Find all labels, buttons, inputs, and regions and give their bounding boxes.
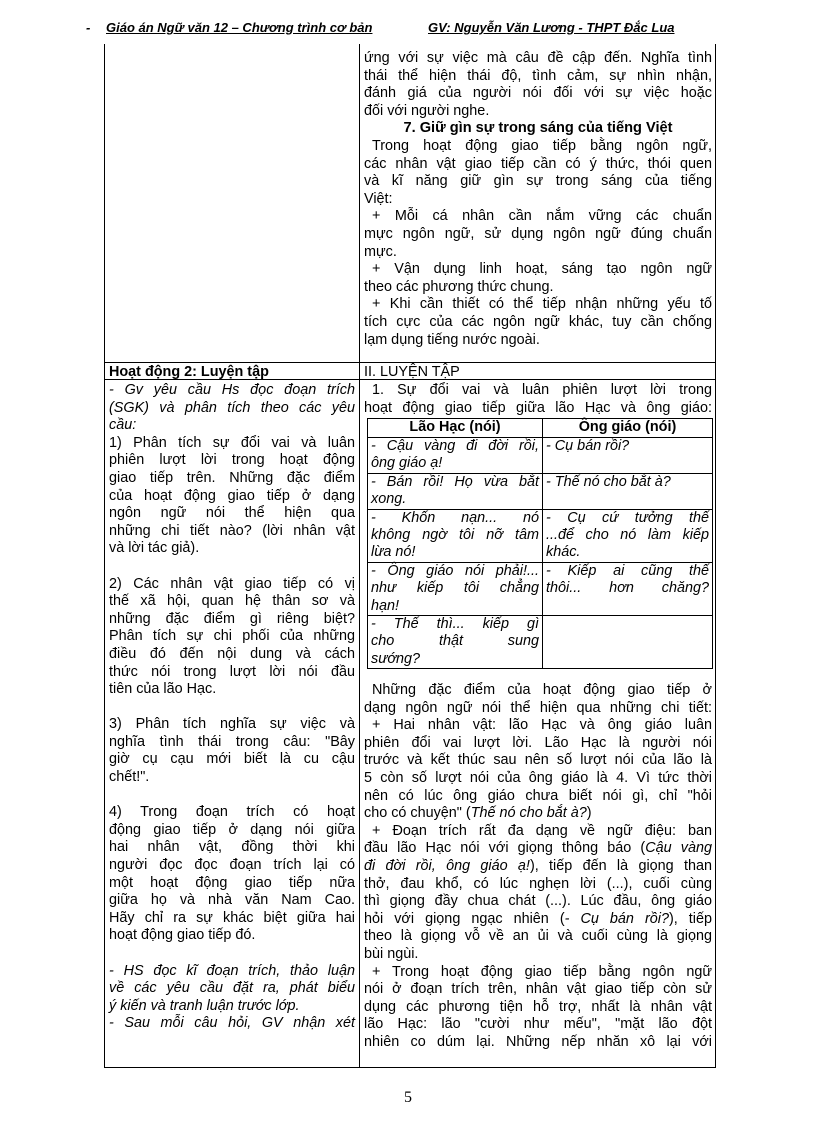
text-line: về các yêu cầu đặt ra, phát biểu [109, 980, 355, 997]
table-cell: - Ông giáo nói phải!... như kiếp tôi chẳng hạn! [368, 562, 543, 615]
lesson-table [104, 44, 716, 1068]
table-row [368, 438, 713, 474]
text-line: hỏi với giọng ngạc nhiên (- Cụ bán rồi?), tiếp [364, 910, 712, 927]
text-line: Trong hoạt động giao tiếp bằng ngôn ngữ, [372, 137, 712, 154]
practice-intro [364, 382, 712, 417]
text-line: đầu lão Hạc nói với giọng thông báo (Cậu vàng [364, 840, 712, 857]
table-cell: - Cụ bán rồi? [543, 438, 713, 474]
text-line: tích cực của các ngôn ngữ khác, tuy cần chống [364, 313, 712, 330]
text-line: một hoạt động giao tiếp nữa [109, 874, 355, 891]
text-line: phiên đổi vai lượt lời. Lão Hạc là người nói [364, 734, 712, 751]
text-line: nhiên co dúm lại. Những nếp nhăn xô lại với [364, 1033, 712, 1050]
text-line: những chi tiết nào? (lời nhân vật [109, 522, 355, 539]
text-line: - Sau mỗi câu hỏi, GV nhận xét [109, 1015, 355, 1032]
text-line: điều đó đến nội dung và cách [109, 645, 355, 662]
column-divider [359, 44, 360, 1067]
text-line: hai nhân vật, đồng thời khi [109, 839, 355, 856]
text-line: 5 còn số lượt nói của ông giáo là 4. Vì tức thời [364, 769, 712, 786]
text-line: giờ cụ cạu mới biết là cu cậu [109, 751, 355, 768]
practice-title: II. LUYỆN TẬP [364, 364, 460, 380]
table-header-row [368, 419, 713, 438]
text-line: Việt: [364, 190, 393, 207]
activity-title: Hoạt động 2: Luyện tập [109, 364, 269, 380]
table-row [368, 509, 713, 562]
text-line: người đọc đọc đoạn trích lại có [109, 857, 355, 874]
text-line: theo các phương thức chung. [364, 278, 554, 295]
text-line: ý kiến và tranh luận trước lớp. [109, 997, 300, 1014]
page-header [86, 20, 726, 40]
text-line: 3) Phân tích nghĩa sự việc và [109, 716, 355, 733]
text-line: thế xã hội, quan hệ thân sơ và [109, 593, 355, 610]
header-dash: - [86, 20, 91, 35]
text-line: thở, đau khổ, có lúc nghẹn lời (...), cuối cùng [364, 875, 712, 892]
text-line: giữa họ và nhà văn Nam Cao. [109, 892, 355, 909]
text-line: 1. Sự đổi vai và luân phiên lượt lời trong [372, 382, 712, 398]
practice-analysis [364, 682, 712, 1051]
text-line: dạng ngôn ngữ nói thể hiện qua những chi tiết: [364, 699, 712, 716]
text-line: Phân tích sự chi phối của những [109, 628, 355, 645]
text-line: + Đoạn trích rất đa dạng về ngữ điệu: ban [372, 822, 712, 839]
text-line: (SGK) và phân tích theo các yêu [109, 399, 355, 416]
text-line: + Hai nhân vật: lão Hạc và ông giáo luân [372, 717, 712, 734]
text-line: + Vận dụng linh hoạt, sáng tạo ngôn ngữ [372, 261, 712, 278]
text-line: giao tiếp trên. Những đặc điểm [109, 469, 355, 486]
page-number: 5 [404, 1089, 412, 1106]
text-line: nên có lúc ông giáo chưa biết nói gì, chỉ "hỏi [364, 787, 712, 804]
text-line: và lời tác giả). [109, 540, 200, 557]
table-cell: - Kiếp ai cũng thế thôi... hơn chăng? [543, 562, 713, 615]
text-line: trước và kết thúc sau nên số lượt nói của lão là [364, 752, 712, 769]
text-line: cho có chuyện" (Thế nó cho bắt à?) [364, 805, 592, 822]
table-cell: - Cụ cứ tưởng thế ...để cho nó làm kiếp khác. [543, 509, 713, 562]
text-line: mực. [364, 243, 397, 260]
column-header-lao-hac: Lão Hạc (nói) [368, 419, 543, 438]
row-divider [105, 362, 715, 363]
text-line: hoạt động giao tiếp đó. [109, 927, 256, 944]
table-cell: - Bán rồi! Họ vừa bắt xong. [368, 473, 543, 509]
text-line: thì giọng đầy chua chát (...). Lúc đầu, ông giáo [364, 893, 712, 910]
text-line: theo là giọng vỗ về an ủi và cuối cùng là giọng [364, 928, 712, 945]
text-line: 2) Các nhân vật giao tiếp có vị [109, 575, 355, 592]
text-line: - HS đọc kĩ đoạn trích, thảo luận [109, 962, 355, 979]
text-line: + Mỗi cá nhân cần nắm vững các chuẩn [372, 208, 712, 225]
table-cell [543, 616, 713, 669]
text-line: 4) Trong đoạn trích có hoạt [109, 804, 355, 821]
text-line: mực ngôn ngữ, sử dụng ngôn ngữ đúng chuẩn [364, 225, 712, 242]
text-line: nghĩa tình thái trong câu: "Bây [109, 733, 355, 750]
header-course-title: Giáo án Ngữ văn 12 – Chương trình cơ bản [106, 20, 373, 35]
dialogue-table [367, 418, 713, 669]
text-line: + Khi cần thiết có thể tiếp nhận những yếu tố [372, 296, 712, 313]
text-line: ngôn ngữ nói thể hiện qua [109, 505, 355, 522]
text-line: và kĩ năng giữ gìn sự trong sáng của tiếng [364, 173, 712, 190]
text-line: Những đặc điểm của hoạt động giao tiếp ở [372, 682, 712, 698]
text-line: của hoạt động giao tiếp ở dạng [109, 487, 355, 504]
table-cell: - Cậu vàng đi đời rồi, ông giáo ạ! [368, 438, 543, 474]
text-line: đánh giá của người nói đối với sự việc hoặc [364, 85, 712, 102]
activity-instructions [109, 382, 355, 1033]
text-line: lão Hạc: lão "cười như mếu", "mặt lão đột [364, 1016, 712, 1033]
text-line: - Gv yêu cầu Hs đọc đoạn trích [109, 382, 355, 398]
text-line: dụng các phương tiện hỗ trợ, nhất là nhân vật [364, 998, 712, 1015]
table-cell: - Khốn nạn... nó không ngờ tôi nỡ tâm lừa nó! [368, 509, 543, 562]
text-line: đi đời rồi, ông giáo ạ!), tiếp đến là giọng than [364, 857, 712, 874]
text-line: ứng với sự việc mà câu đề cập đến. Nghĩa tình [364, 50, 712, 66]
text-line: cầu: [109, 417, 137, 434]
table-row [368, 562, 713, 615]
text-line: Hãy chỉ ra sự khác biệt giữa hai [109, 909, 355, 926]
table-row [368, 473, 713, 509]
text-line: tiên của lão Hạc. [109, 681, 217, 698]
text-line: + Trong hoạt động giao tiếp bằng ngôn ngữ [372, 963, 712, 980]
text-line: nói ở đoạn trích trên, nhân vật giao tiếp còn sử [364, 981, 712, 998]
theory-content [364, 50, 712, 349]
text-line: bùi ngùi. [364, 945, 419, 962]
text-line: hoạt động giao tiếp giữa lão Hạc và ông giáo: [364, 399, 712, 416]
section-7-title: 7. Giữ gìn sự trong sáng của tiếng Việt [403, 120, 673, 137]
header-teacher: GV: Nguyễn Văn Lương - THPT Đắc Lua [428, 20, 675, 35]
text-line: thức nói trong lượt lời nói đầu [109, 663, 355, 680]
text-line: phiên lượt lời trong hoạt động [109, 452, 355, 469]
text-line: lạm dụng tiếng nước ngoài. [364, 331, 540, 348]
table-cell: - Thế thì... kiếp gì cho thật sung sướng? [368, 616, 543, 669]
column-header-ong-giao: Ông giáo (nói) [543, 419, 713, 438]
text-line: động giao tiếp ở dạng nói giữa [109, 821, 355, 838]
table-cell: - Thế nó cho bắt à? [543, 473, 713, 509]
text-line: thái thể hiện thái độ, tình cảm, sự nhìn nhận, [364, 67, 712, 84]
table-row [368, 616, 713, 669]
text-line: những đặc điểm gì riêng biệt? [109, 610, 355, 627]
text-line: các nhân vật giao tiếp cần có ý thức, thói quen [364, 155, 712, 172]
text-line: chết!". [109, 769, 150, 786]
text-line: đối với người nghe. [364, 102, 490, 119]
text-line: 1) Phân tích sự đổi vai và luân [109, 434, 355, 451]
